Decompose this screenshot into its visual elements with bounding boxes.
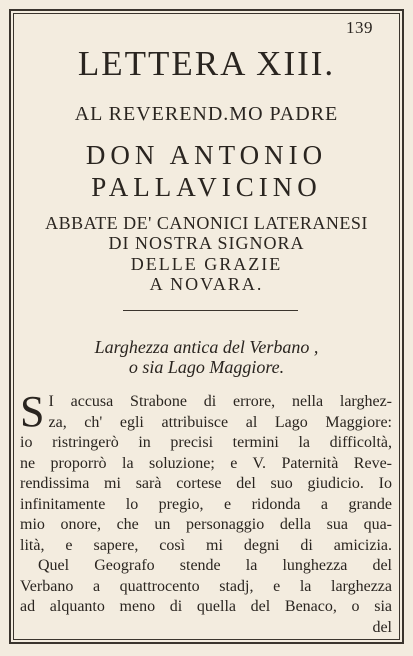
- recipient-name-line-2: PALLAVICINO: [91, 172, 322, 202]
- recipient-role-line-1: ABBATE DE' CANONICI LATERANESI: [45, 213, 368, 233]
- body-line: I accusa Strabone di errore, nella larghez-: [48, 393, 392, 410]
- body-line: ad alquanto meno di quella del Benaco, o sia: [20, 598, 392, 615]
- section-divider: [123, 310, 298, 311]
- subtitle-line-2: o sia Lago Maggiore.: [128, 357, 285, 377]
- recipient-role-line-2: DI NOSTRA SIGNORA: [108, 233, 305, 253]
- body-line: infinitamente lo pregio, e ridonda a grande: [20, 495, 392, 513]
- recipient-role-line-3: DELLE GRAZIE: [130, 254, 283, 274]
- body-line: rendissima mi sarà cortese del suo giudicio. Io: [20, 475, 392, 492]
- drop-cap: S: [20, 387, 45, 436]
- letter-title: LETTERA XIII.: [77, 44, 336, 83]
- page-number: 139: [346, 18, 373, 37]
- body-line: ne proporrò la soluzione; e V. Paternità Reve-: [20, 454, 392, 472]
- body-line: Verbano a quattrocento stadj, e la larghezza: [20, 577, 392, 595]
- recipient-name-line-1: DON ANTONIO: [85, 140, 328, 170]
- recipient-role-line-4: A NOVARA.: [149, 274, 264, 294]
- body-line: Quel Geografo stende la lunghezza del: [38, 557, 392, 574]
- body-line: io ristringerò in precisi termini la difficoltà,: [20, 434, 392, 451]
- body-line: del: [372, 618, 392, 636]
- body-line: mio onore, che un personaggio della sua qua-: [20, 516, 392, 533]
- addressee-line: AL REVEREND.MO PADRE: [74, 103, 339, 125]
- body-line: lità, e sapere, così mi degni di amicizia.: [20, 536, 392, 554]
- letter-body: [20, 387, 392, 638]
- subtitle-line-1: Larghezza antica del Verbano ,: [94, 337, 319, 357]
- body-line: za, ch' egli attribuisce al Lago Maggiore:: [48, 413, 392, 431]
